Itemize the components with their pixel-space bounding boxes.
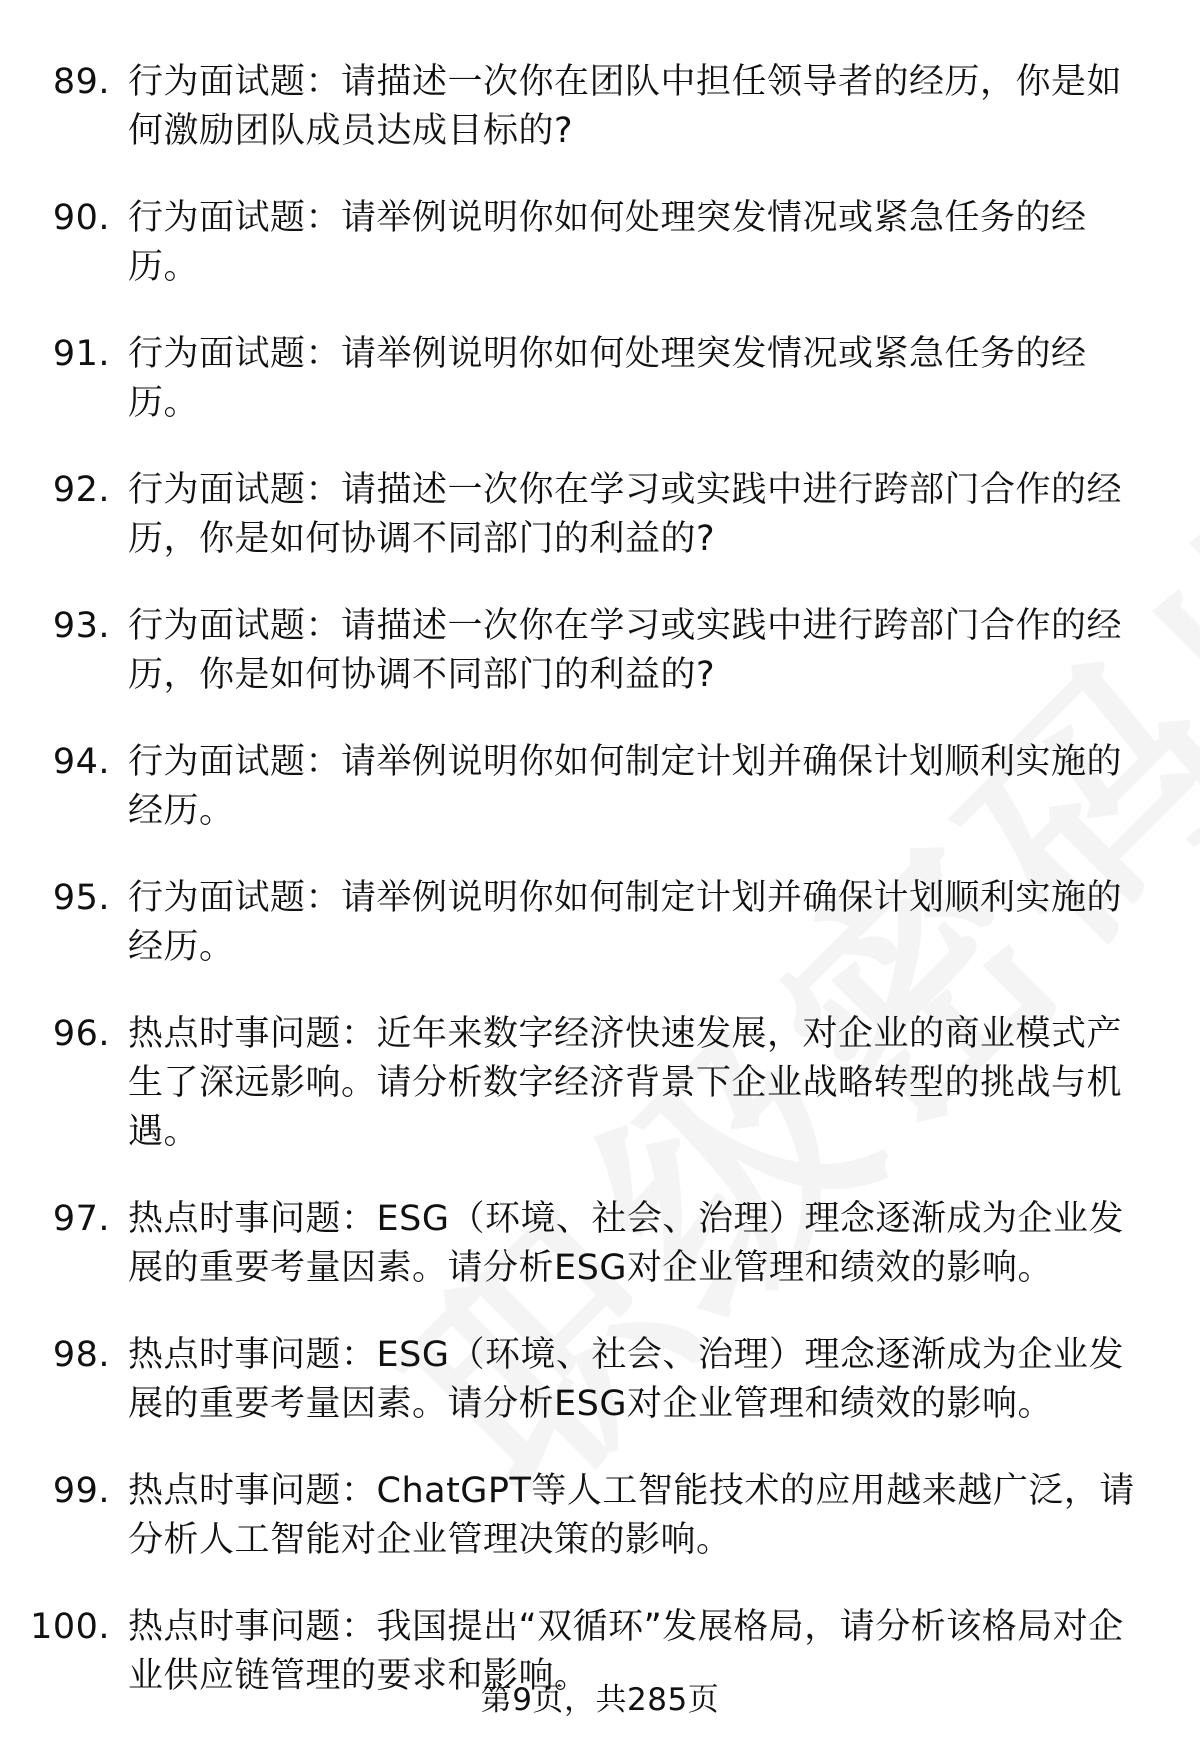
question-text: 行为面试题：请举例说明你如何制定计划并确保计划顺利实施的经历。 xyxy=(128,742,1123,831)
question-item xyxy=(0,1331,1200,1429)
question-item xyxy=(0,1467,1200,1565)
question-text: 行为面试题：请描述一次你在学习或实践中进行跨部门合作的经历，你是如何协调不同部门的利益的? xyxy=(128,470,1123,559)
question-list xyxy=(0,58,1200,1701)
question-text: 行为面试题：请描述一次你在学习或实践中进行跨部门合作的经历，你是如何协调不同部门的利益的? xyxy=(128,606,1123,695)
page-number-footer: 第9页，共285页 xyxy=(480,1682,720,1718)
question-number: 99. xyxy=(52,1471,110,1511)
question-text: 行为面试题：请描述一次你在团队中担任领导者的经历，你是如何激励团队成员达成目标的? xyxy=(128,62,1123,151)
question-text: 热点时事问题：ChatGPT等人工智能技术的应用越来越广泛，请分析人工智能对企业管理决策的影响。 xyxy=(128,1471,1135,1560)
question-item xyxy=(0,602,1200,700)
question-text: 行为面试题：请举例说明你如何处理突发情况或紧急任务的经历。 xyxy=(128,334,1087,423)
question-item xyxy=(0,466,1200,564)
question-item xyxy=(0,738,1200,836)
question-text: 行为面试题：请举例说明你如何制定计划并确保计划顺利实施的经历。 xyxy=(128,878,1123,967)
question-item xyxy=(0,1195,1200,1293)
question-item xyxy=(0,874,1200,972)
question-number: 92. xyxy=(52,470,110,510)
question-text: 热点时事问题：ESG（环境、社会、治理）理念逐渐成为企业发展的重要考量因素。请分析ESG对企业管理和绩效的影响。 xyxy=(128,1335,1124,1424)
question-number: 98. xyxy=(52,1335,110,1375)
question-item xyxy=(0,1010,1200,1157)
question-number: 96. xyxy=(52,1014,110,1054)
question-item xyxy=(0,58,1200,156)
question-number: 94. xyxy=(52,742,110,782)
question-number: 95. xyxy=(52,878,110,918)
question-number: 91. xyxy=(52,334,110,374)
question-number: 90. xyxy=(52,198,110,238)
question-text: 热点时事问题：近年来数字经济快速发展，对企业的商业模式产生了深远影响。请分析数字经济背景下企业战略转型的挑战与机遇。 xyxy=(128,1014,1123,1152)
question-item xyxy=(0,330,1200,428)
question-number: 97. xyxy=(52,1199,110,1239)
question-text: 热点时事问题：我国提出“双循环”发展格局，请分析该格局对企业供应链管理的要求和影响。 xyxy=(128,1607,1124,1696)
question-text: 行为面试题：请举例说明你如何处理突发情况或紧急任务的经历。 xyxy=(128,198,1087,287)
question-number: 100. xyxy=(30,1607,110,1647)
question-number: 89. xyxy=(52,62,110,102)
question-item xyxy=(0,194,1200,292)
question-number: 93. xyxy=(52,606,110,646)
question-text: 热点时事问题：ESG（环境、社会、治理）理念逐渐成为企业发展的重要考量因素。请分析ESG对企业管理和绩效的影响。 xyxy=(128,1199,1124,1288)
